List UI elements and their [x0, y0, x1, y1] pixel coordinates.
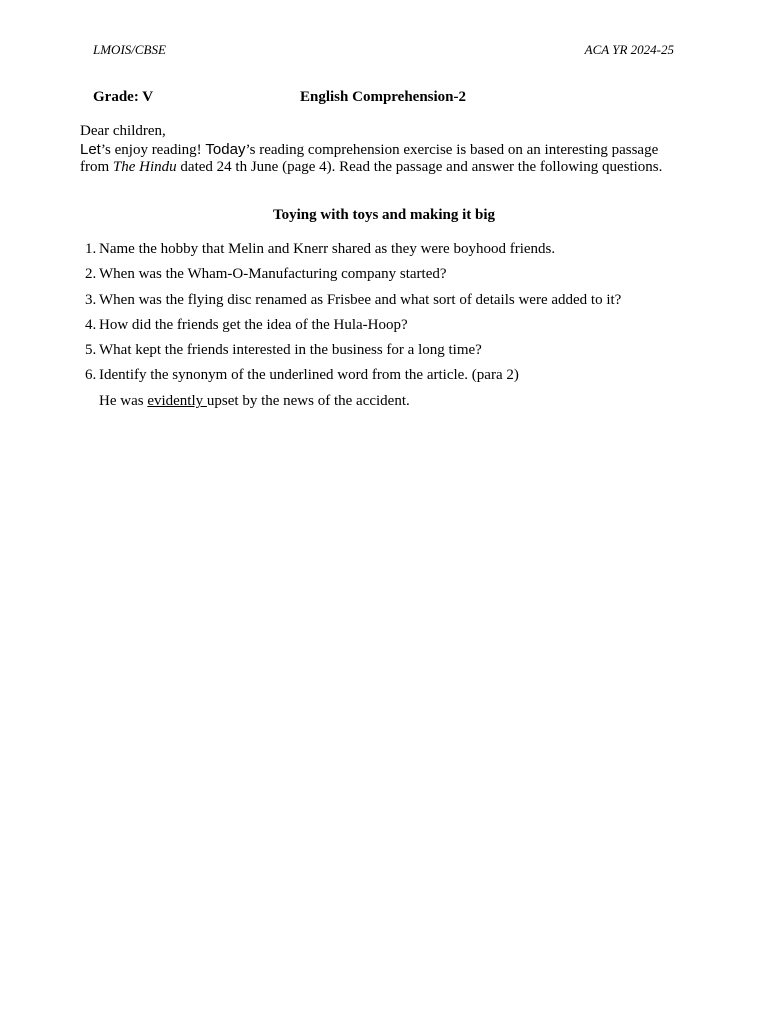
- question-item: [80, 317, 700, 342]
- question-number: 3.: [85, 291, 97, 308]
- question-item: [80, 342, 700, 367]
- worksheet-title: English Comprehension-2: [300, 89, 467, 105]
- header-school-code: LMOIS/CBSE: [93, 42, 166, 57]
- question-list: [80, 241, 700, 393]
- underlined-word: evidently: [147, 393, 207, 409]
- title-row: [93, 89, 683, 109]
- example-after: upset by the news of the accident.: [206, 393, 410, 409]
- greeting: Dear children,: [80, 123, 166, 139]
- question-text: How did the friends get the idea of the Hula-Hoop?: [99, 316, 408, 333]
- question-item: [80, 266, 700, 291]
- question-number: 4.: [85, 316, 97, 333]
- intro-today: Today: [205, 140, 246, 158]
- intro-paragraph: [80, 123, 690, 177]
- intro-text: [80, 141, 690, 177]
- question-text: Identify the synonym of the underlined word from the article. (para 2): [99, 367, 519, 384]
- question-item: [80, 292, 700, 317]
- question-number: 2.: [85, 266, 97, 283]
- intro-part2: ’s reading comprehension exercise is based on an interesting passage from: [80, 141, 659, 175]
- question-number: 6.: [85, 367, 97, 384]
- header-academic-year: ACA YR 2024-25: [584, 42, 674, 57]
- passage-title-text: Toying with toys and making it big: [272, 207, 495, 223]
- example-sentence: [99, 393, 410, 410]
- intro-part3: dated 24 th June (page 4). Read the passage and answer the following questions.: [176, 159, 663, 175]
- question-number: 1.: [85, 241, 97, 257]
- example-before: He was: [99, 393, 148, 409]
- passage-title: [0, 207, 768, 224]
- intro-part1: ’s enjoy reading!: [100, 141, 206, 158]
- newspaper-name: The Hindu: [112, 159, 177, 175]
- question-number: 5.: [85, 342, 97, 359]
- question-text: When was the Wham-O-Manufacturing company started?: [99, 266, 447, 283]
- question-item: [80, 367, 700, 392]
- grade-label: Grade: V: [93, 89, 154, 105]
- question-text: When was the flying disc renamed as Frisbee and what sort of details were added to it?: [99, 291, 622, 308]
- intro-lets: Let: [80, 140, 101, 158]
- question-item: [80, 241, 700, 266]
- question-text: What kept the friends interested in the business for a long time?: [99, 342, 482, 359]
- question-text: Name the hobby that Melin and Knerr shared as they were boyhood friends.: [99, 241, 556, 257]
